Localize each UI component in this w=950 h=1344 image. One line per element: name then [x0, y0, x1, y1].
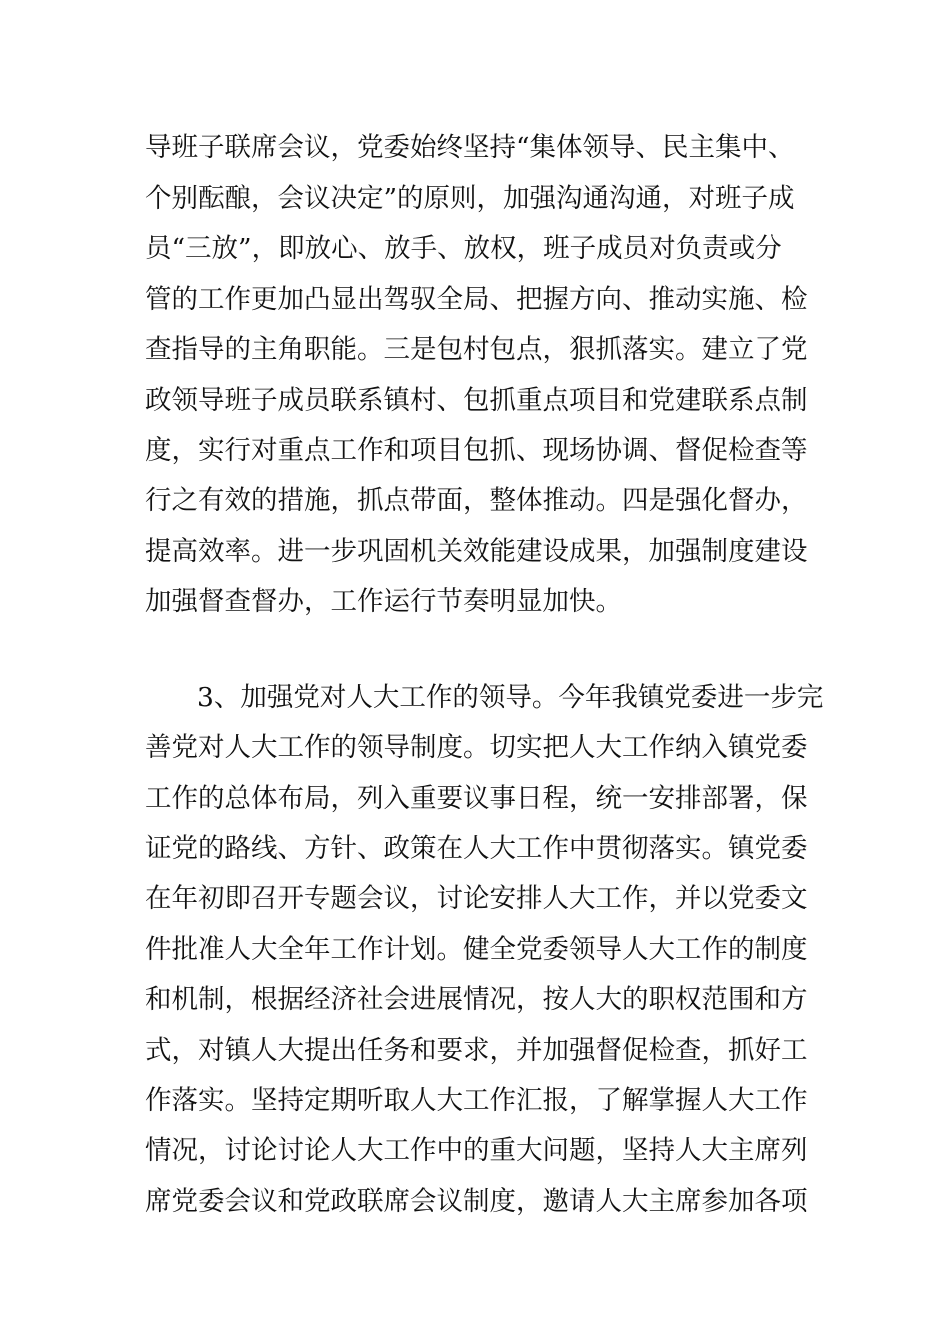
paragraph-line: 加强督查督办，工作运行节奏明显加快。	[145, 586, 622, 617]
paragraph-line: 情况，讨论讨论人大工作中的重大问题，坚持人大主席列	[145, 1135, 808, 1166]
paragraph-line: 导班子联席会议，党委始终坚持“集体领导、民主集中、	[145, 132, 795, 163]
paragraph-line: 善党对人大工作的领导制度。切实把人大工作纳入镇党委	[145, 732, 808, 763]
paragraph-line: 工作的总体布局，列入重要议事日程，统一安排部署，保	[145, 783, 808, 814]
paragraph-line: 席党委会议和党政联席会议制度，邀请人大主席参加各项	[145, 1186, 808, 1217]
paragraph-line: 政领导班子成员联系镇村、包抓重点项目和党建联系点制	[145, 385, 808, 416]
paragraph-line: 和机制，根据经济社会进展情况，按人大的职权范围和方	[145, 984, 808, 1015]
paragraph-line: 式，对镇人大提出任务和要求，并加强督促检查，抓好工	[145, 1035, 808, 1066]
paragraph-line: 个别酝酿，会议决定”的原则，加强沟通沟通，对班子成	[145, 183, 795, 214]
paragraph-line: 管的工作更加凸显出驾驭全局、把握方向、推动实施、检	[145, 284, 808, 315]
paragraph-line: 3、加强党对人大工作的领导。今年我镇党委进一步完	[197, 682, 824, 713]
paragraph-line: 件批准人大全年工作计划。健全党委领导人大工作的制度	[145, 934, 808, 965]
paragraph-line: 在年初即召开专题会议，讨论安排人大工作，并以党委文	[145, 883, 808, 914]
paragraph-line: 度，实行对重点工作和项目包抓、现场协调、督促检查等	[145, 435, 808, 466]
paragraph-line: 行之有效的措施，抓点带面，整体推动。四是强化督办，	[145, 485, 808, 516]
paragraph-line: 查指导的主角职能。三是包村包点，狠抓落实。建立了党	[145, 334, 808, 365]
paragraph-line: 作落实。坚持定期听取人大工作汇报，了解掌握人大工作	[145, 1085, 808, 1116]
paragraph-line: 提高效率。进一步巩固机关效能建设成果，加强制度建设	[145, 536, 808, 567]
paragraph-line: 证党的路线、方针、政策在人大工作中贯彻落实。镇党委	[145, 833, 808, 864]
paragraph-line: 员“三放”，即放心、放手、放权，班子成员对负责或分	[145, 233, 782, 264]
